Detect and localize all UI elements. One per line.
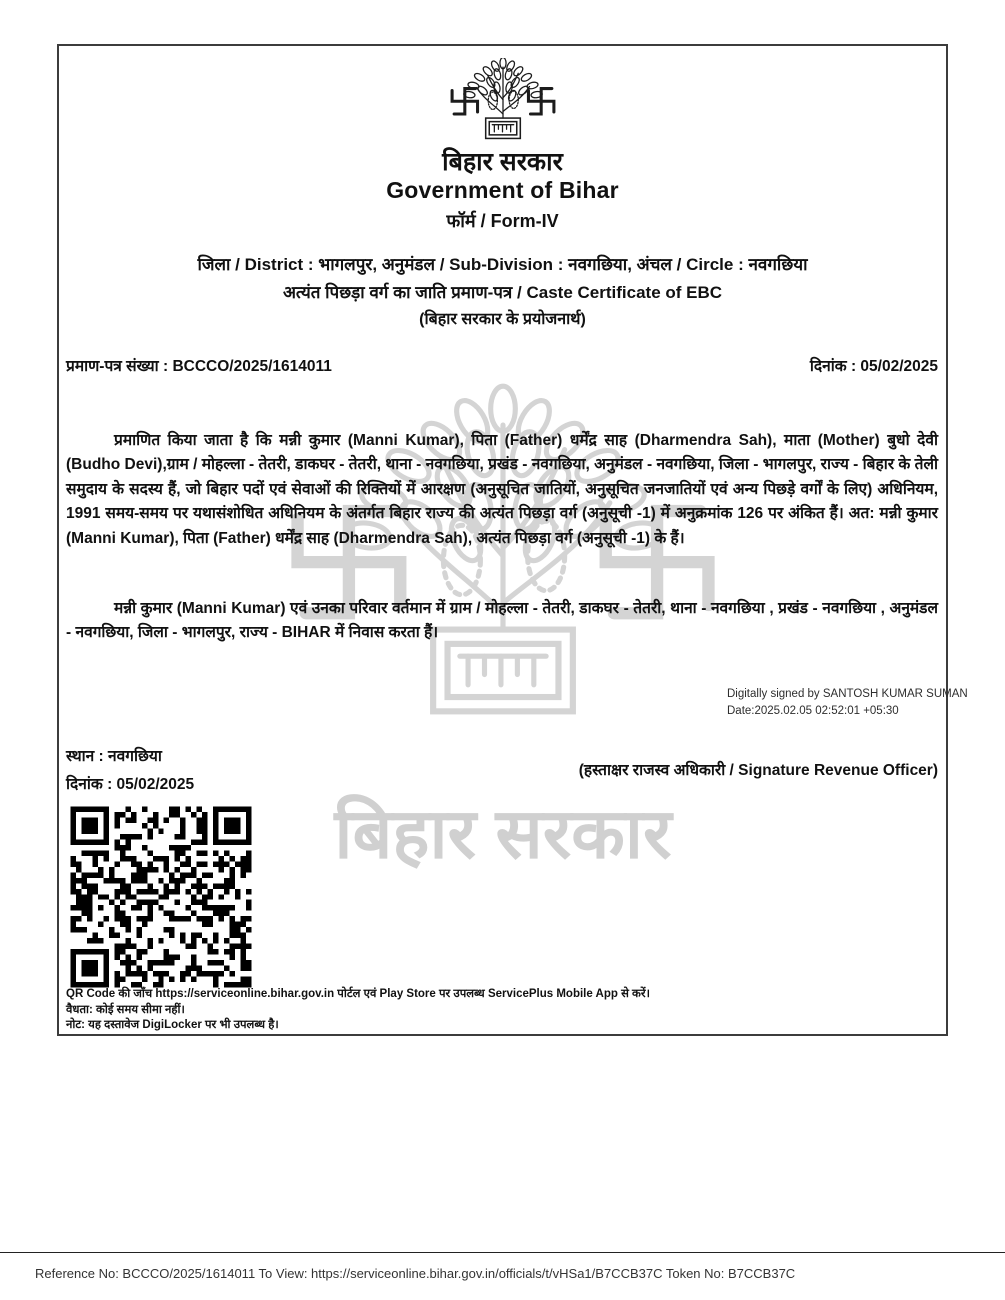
certificate-title: अत्यंत पिछड़ा वर्ग का जाति प्रमाण-पत्र / Caste Certificate of EBC (282, 283, 723, 302)
digital-signature-block (727, 686, 968, 721)
issue-date: दिनांक : 05/02/2025 (809, 358, 938, 375)
place-date-block (66, 743, 194, 799)
certificate-body-paragraph-1: प्रमाणित किया जाता है कि मन्नी कुमार (Manni Kumar), पिता (Father) धर्मेंद्र साह (Dharmendra Sah), माता (Mother) बुधो देवी (Budho Devi),ग्राम / मोहल्ला - तेतरी, डाकघर - तेतरी, थाना - नवगछिया, प्रखंड - नवगछिया, अनुमंडल - नवगछिया, जिला - भागलपुर, राज्य - बिहार के तेली समुदाय के सदस्य हैं, जो बिहार पदों एवं सेवाओं की रिक्तियों में आरक्षण (अनुसूचित जातियों, अनुसूचित जनजातियों एवं अन्य पिछड़े वर्गों के लिए) अधिनियम, 1991 समय-समय पर यथासंशोधित अधिनियम के अंतर्गत बिहार राज्य की अत्यंत पिछड़ा वर्ग (अनुसूची -1) में अनुक्रमांक 126 पर अंकित हैं। अत: मन्नी कुमार (Manni Kumar), पिता (Father) धर्मेंद्र साह (Dharmendra Sah), अत्यंत पिछड़ा वर्ग (अनुसूची -1) के हैं। (66, 432, 938, 547)
org-name-english: Government of Bihar (386, 177, 619, 203)
purpose-line: (बिहार सरकार के प्रयोजनार्थ) (419, 311, 586, 328)
qr-note-validity: वैधता: कोई समय सीमा नहीं। (66, 1003, 185, 1016)
certificate-meta-row (66, 354, 938, 376)
digital-signature-date: Date:2025.02.05 02:52:01 +05:30 (727, 705, 899, 718)
org-name-hindi: बिहार सरकार (442, 148, 563, 176)
footer-reference-line: Reference No: BCCCO/2025/1614011 To View: https://serviceonline.bihar.gov.in/officials/t/vHSa1/B7CCB37C Token No: B7CCB37C (35, 1266, 796, 1281)
qr-code (65, 801, 257, 993)
certificate-border (57, 44, 968, 1036)
footer-divider (0, 1252, 1005, 1253)
district-subdivision-circle-line: जिला / District : भागलपुर, अनुमंडल / Sub-Division : नवगछिया, अंचल / Circle : नवगछिया (197, 255, 808, 274)
digital-signature-signer: Digitally signed by SANTOSH KUMAR SUMAN (727, 688, 968, 700)
certificate-number: प्रमाण-पत्र संख्या : BCCCO/2025/1614011 (66, 358, 332, 375)
qr-notes (66, 987, 650, 1034)
qr-note-digilocker: नोट: यह दस्तावेज DigiLocker पर भी उपलब्ध है। (66, 1019, 279, 1032)
bihar-emblem-icon (447, 58, 559, 142)
signature-officer-label: (हस्ताक्षर राजस्व अधिकारी / Signature Revenue Officer) (578, 762, 938, 779)
form-number: फॉर्म / Form-IV (446, 211, 559, 231)
date-line: दिनांक : 05/02/2025 (66, 775, 195, 793)
qr-note-verification: QR Code की जाँच https://serviceonline.bihar.gov.in पोर्टल एवं Play Store पर उपलब्ध ServicePlus Mobile App से करें। (66, 988, 650, 1000)
certificate-body-paragraph-2: मन्नी कुमार (Manni Kumar) एवं उनका परिवार वर्तमान में ग्राम / मोहल्ला - तेतरी, डाकघर - तेतरी, थाना - नवगछिया , प्रखंड - नवगछिया , अनुमंडल - नवगछिया, जिला - भागलपुर, राज्य - BIHAR में निवास करता हैं। (66, 600, 938, 642)
watermark-text: बिहार सरकार (333, 794, 672, 873)
place-line: स्थान : नवगछिया (66, 748, 162, 765)
